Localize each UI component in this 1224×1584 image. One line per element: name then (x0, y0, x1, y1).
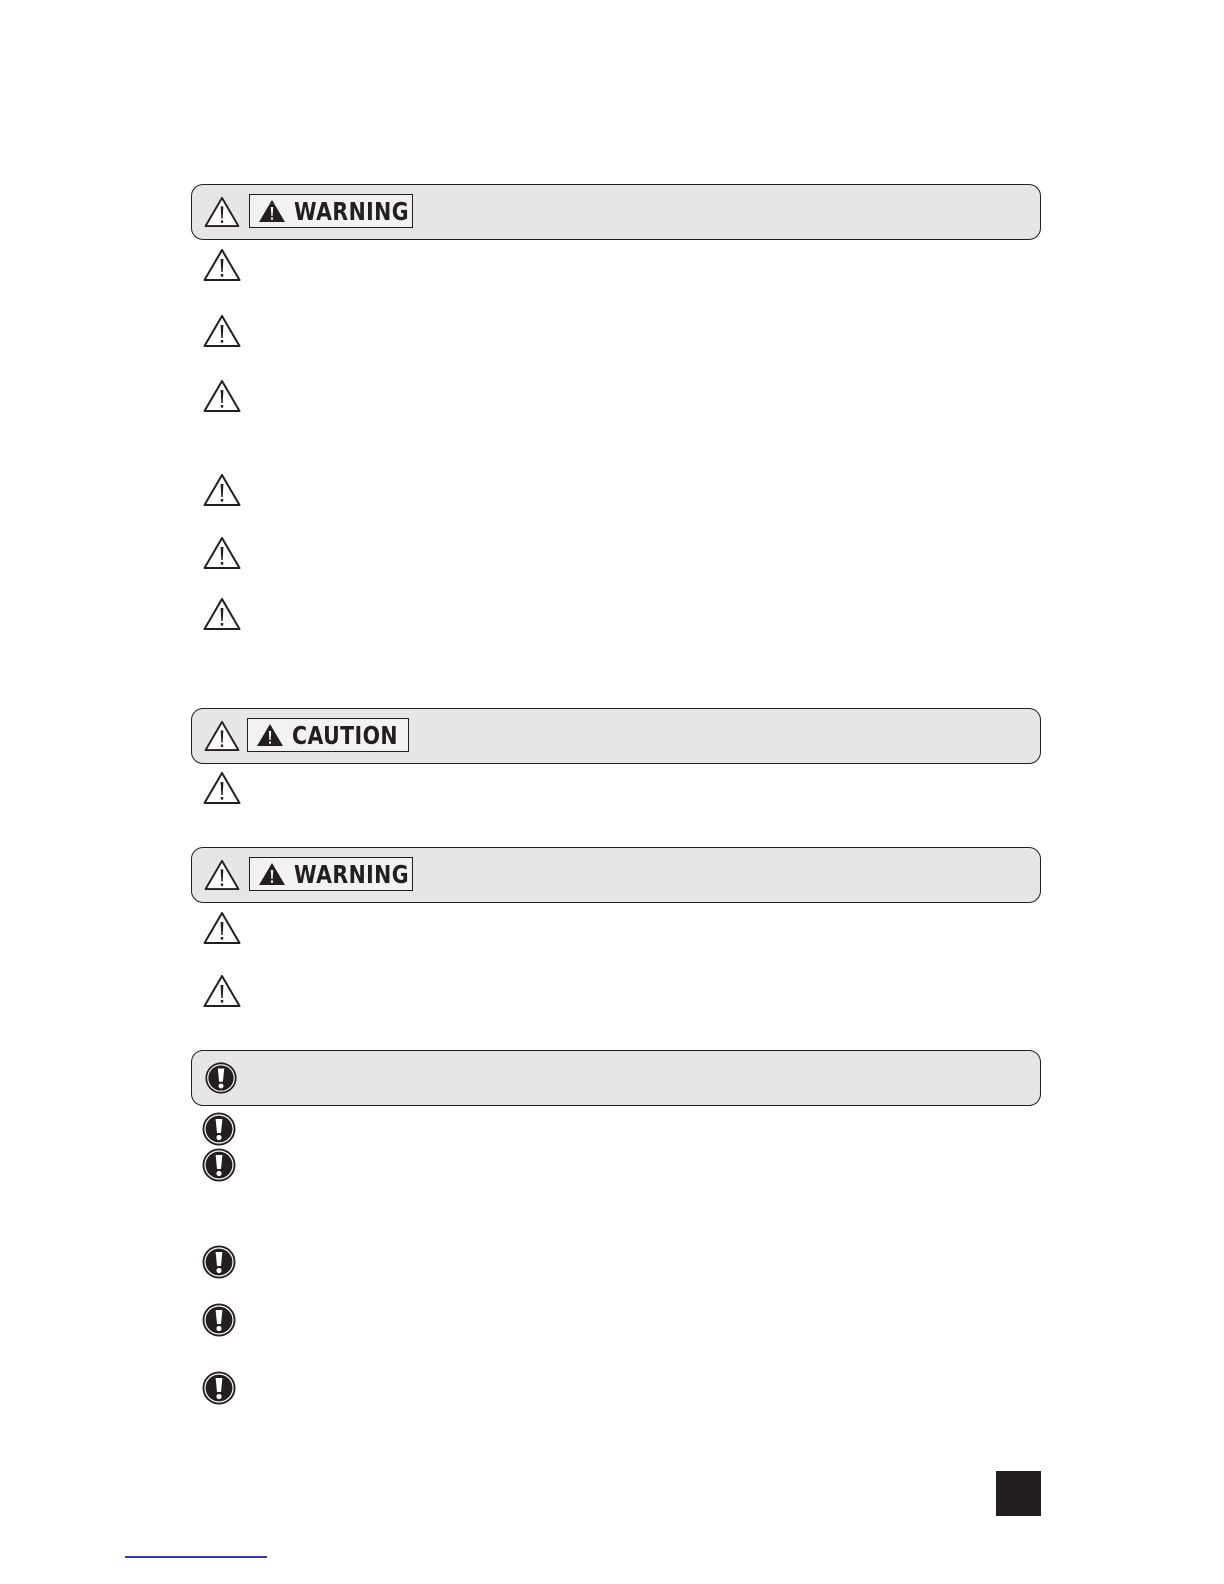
mandatory-exclamation-icon (201, 1370, 237, 1406)
warning-header-bar (191, 847, 1041, 903)
warning-triangle-icon (204, 859, 240, 891)
warning-triangle-icon (203, 911, 241, 945)
warning-triangle-icon (203, 473, 241, 507)
mandatory-exclamation-icon (201, 1111, 237, 1147)
caution-label-text: CAUTION (292, 720, 398, 750)
warning-triangle-icon (203, 974, 241, 1008)
warning-triangle-icon (203, 248, 241, 282)
warning-label-text: WARNING (294, 859, 409, 889)
mandatory-header-bar (191, 1050, 1041, 1106)
caution-label-triangle-icon (256, 723, 284, 747)
warning-label-triangle-icon (258, 862, 286, 886)
warning-label (249, 194, 413, 228)
caution-label (247, 718, 409, 752)
warning-triangle-icon (204, 720, 240, 752)
warning-triangle-icon (203, 771, 241, 805)
mandatory-exclamation-icon (201, 1244, 237, 1280)
page-number-tab (996, 1471, 1041, 1516)
warning-header-bar (191, 184, 1041, 240)
mandatory-exclamation-icon (201, 1302, 237, 1338)
warning-label-text: WARNING (294, 196, 409, 226)
warning-triangle-icon (204, 196, 240, 228)
warning-label-triangle-icon (258, 199, 286, 223)
warning-triangle-icon (203, 314, 241, 348)
warning-triangle-icon (203, 597, 241, 631)
warning-label (249, 857, 413, 891)
warning-triangle-icon (203, 536, 241, 570)
warning-triangle-icon (203, 379, 241, 413)
mandatory-exclamation-icon (201, 1147, 237, 1183)
footer-link-underline[interactable] (125, 1556, 267, 1558)
mandatory-exclamation-icon (204, 1061, 238, 1095)
caution-header-bar (191, 708, 1041, 764)
